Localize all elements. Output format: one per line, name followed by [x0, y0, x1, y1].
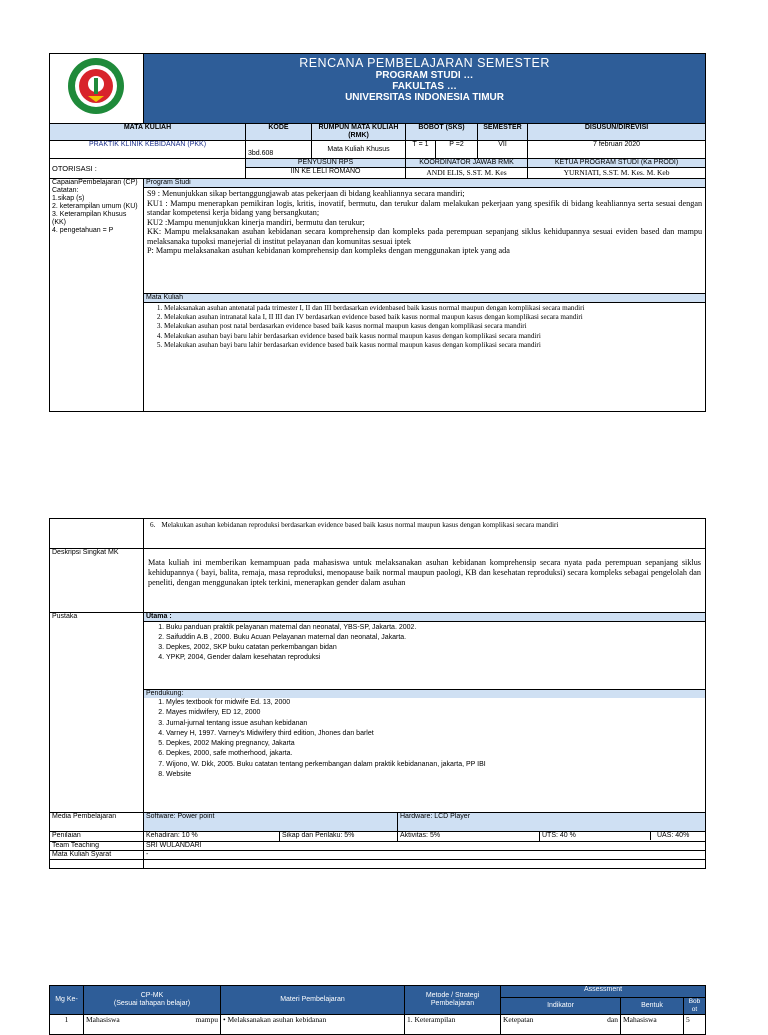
cp-mk-item: 1. Melaksanakan asuhan antenatal pada trimester I, II dan III berdasarkan evidenbased baik kasus normal maupun dengan komplikasi secara mandiri: [164, 304, 701, 313]
empty-cell: [144, 860, 706, 869]
rps-page-1: [49, 53, 705, 412]
utama-item: 4. YPKP, 2004, Gender dalam kesehatan reproduksi: [166, 654, 705, 662]
cp-prodi-cell: [144, 179, 706, 294]
pendukung-item: 3. Jurnal-jurnal tentang issue asuhan kebidanan: [166, 720, 705, 728]
penilaian-sikap: Sikap dan Perilaku: 5%: [280, 832, 398, 842]
bentuk-value: Mahasiswa: [621, 1015, 684, 1035]
metode-header: Metode / Strategi Pembelajaran: [405, 986, 501, 1015]
header-disusun: DISUSUN/DIREVISI: [528, 124, 706, 141]
pendukung-item: 1. Myles textbook for midwife Ed. 13, 2000: [166, 699, 705, 707]
university-name: UNIVERSITAS INDONESIA TIMUR: [345, 92, 504, 103]
pendukung-item: 5. Depkes, 2002 Making pregnancy, Jakarta: [166, 740, 705, 748]
metode-value: 1. Keterampilan: [405, 1015, 501, 1035]
utama-item: 1. Buku panduan praktik pelayanan maternal dan neonatal, YBS-SP, Jakarta. 2002.: [166, 624, 705, 632]
cp-mk-item: 5. Melakukan asuhan bayi baru lahir berdasarkan evidence based baik kasus normal maupun kasus dengan komplikasi secara mandiri: [164, 341, 701, 350]
header-bobot: BOBOT (SKS): [406, 124, 478, 141]
semester-value: VII: [478, 141, 528, 159]
rumpun-value: Mata Kuliah Khusus: [312, 141, 406, 159]
logo-cell: [50, 54, 144, 124]
penilaian-uas: UAS: 40%: [657, 832, 690, 839]
ketua-value: YURNIATI, S.ST. M. Kes. M. Keb: [528, 168, 706, 179]
cpmk-value: Mahasiswa mampu: [84, 1015, 221, 1035]
rps-page-3: [49, 985, 705, 1035]
utama-label: Utama :: [144, 613, 705, 622]
bentuk-header: Bentuk: [621, 998, 684, 1015]
mg-ke-header: Mg Ke-: [50, 986, 84, 1015]
koordinator-label: KOORDINATOR JAWAB RMK: [406, 159, 528, 168]
program-studi-line: PROGRAM STUDI …: [375, 70, 474, 81]
cp-prodi-item: KU1 : Mampu menerapkan pemikiran logis, kritis, inovatif, bermutu, dan terukur dalam melakukan pekerjaan yang spesifik di bidang keahliannya serta sesuai dengan standar kompetensi kerja bidang yang bersangkutan;: [147, 198, 703, 217]
cp-mk-item-6-cell: [144, 519, 706, 549]
bobot-p-value: P =2: [436, 141, 478, 159]
continuation-label-cell: [50, 519, 144, 549]
kode-value: 3bd.608: [246, 141, 312, 159]
media-label: Media Pembelajaran: [50, 813, 144, 832]
cp-mk-item: 3. Melakukan asuhan post natal berdasarkan evidence based baik kasus normal maupun kasus dengan komplikasi secara mandiri: [164, 322, 701, 331]
cpmk-header-title: CP-MK: [140, 992, 164, 999]
program-studi-label: Program Studi: [144, 179, 705, 188]
penilaian-kehadiran: Kehadiran: 10 %: [144, 832, 280, 842]
penilaian-label: Penilaian: [50, 832, 144, 842]
ketua-label: KETUA PROGRAM STUDI (Ka PRODI): [528, 159, 706, 168]
team-teaching-label: Team Teaching: [50, 842, 144, 851]
software-value: Software: Power point: [144, 813, 398, 832]
indikator-value: Ketepatan dan: [501, 1015, 621, 1035]
header-mata-kuliah: MATA KULIAH: [50, 124, 246, 141]
empty-cell: [50, 860, 144, 869]
catatan-note: 4. pengetahuan = P: [52, 227, 114, 234]
utama-item: 2. Saifuddin A.B , 2000. Buku Acuan Pelayanan maternal dan neonatal, Jakarta.: [166, 634, 705, 642]
pendukung-item: 8. Website: [166, 771, 705, 779]
pendukung-item: 7. Wijono, W. Dkk, 2005. Buku catatan tentang perkembangan dalam praktik kebidananan, jakarta, PP IBI: [166, 761, 705, 769]
indikator-header: Indikator: [501, 998, 621, 1015]
cp-prodi-item: KU2 :Mampu menunjukkan kinerja mandiri, bermutu dan terukur;: [147, 217, 365, 227]
cpmk-header-sub: (Sesuai tahapan belajar): [113, 1000, 191, 1007]
pendukung-item: 6. Depkes, 2000, safe motherhood, jakarta.: [166, 750, 705, 758]
header-kode: KODE: [246, 124, 312, 141]
bobot-header: Bob ot: [684, 998, 706, 1015]
pustaka-label: Pustaka: [50, 613, 144, 813]
penilaian-ujian-cell: [540, 832, 706, 842]
catatan-note: 1.sikap (s): [52, 195, 85, 202]
pendukung-label: Pendukung:: [144, 690, 705, 698]
header-semester: SEMESTER: [478, 124, 528, 141]
pendukung-item: 4. Varney H, 1997. Varney's Midwifery third edition, Jhones dan barlet: [166, 730, 705, 738]
catatan-note: 2. keterampilan umum (KU): [52, 203, 138, 210]
pustaka-cell: [144, 613, 706, 813]
materi-value: • Melaksanakan asuhan kebidanan: [221, 1015, 405, 1035]
disusun-value: 7 februari 2020: [528, 141, 706, 159]
deskripsi-text: Mata kuliah ini memberikan kemampuan pada mahasiswa untuk melaksanakan asuhan kebidanan komprehensip secara nyata pada perempuan sepanjang siklus kehidupannya ( bayi, balita, remaja, masa reproduksi, menopause baik normal maupun paologi, KB dan kesehatan reproduksi) secara kompleks sebagai pengelolah dan peneliti, dengan menggunakan iptek terkini, menerapkan gender dalam asuhan: [144, 549, 706, 613]
penilaian-aktivitas: Aktivitas: 5%: [398, 832, 540, 842]
hardware-value: Hardware: LCD Player: [398, 813, 706, 832]
cp-mk-item: 4. Melakukan asuhan bayi baru lahir berdasarkan evidence based baik kasus normal maupun kasus dengan komplikasi secara mandiri: [164, 332, 701, 341]
mata-kuliah-value: PRAKTIK KLINIK KEBIDANAN (PKK): [50, 141, 246, 159]
mata-kuliah-label: Mata Kuliah: [144, 294, 705, 303]
cp-label: CapaianPembelajaran (CP): [52, 179, 138, 186]
cpmk-header: [84, 986, 221, 1015]
document-title: RENCANA PEMBELAJARAN SEMESTER: [299, 56, 550, 70]
cp-label-cell: [50, 179, 144, 412]
koordinator-value: ANDI ELIS, S.ST. M. Kes: [406, 168, 528, 179]
cp-mk-cell: [144, 294, 706, 412]
cp-prodi-item: KK: Mampu melaksanakan asuhan kebidanan secara komprehensip dan kompleks pada perempuan sepanjang siklus kehidupannya sesuai eviden based dan mampu melaksanaka tupoksi manejerial di institut pelayanan dan komunitas sesuai iptek: [147, 227, 703, 246]
header-rmk: RUMPUN MATA KULIAH (RMK): [312, 124, 406, 141]
utama-item: 3. Depkes, 2002, SKP buku catatan perkembangan bidan: [166, 644, 705, 652]
assessment-header: Assessment: [501, 986, 706, 998]
bobot-t-value: T = 1: [406, 141, 436, 159]
team-teaching-value: SRI WULANDARI: [144, 842, 706, 851]
penyusun-value: IIN KE LELI ROMANO: [246, 168, 406, 179]
catatan-note: 3. Keterampilan Khusus (KK): [52, 211, 127, 226]
catatan-label: Catatan:: [52, 187, 79, 194]
bobot-value: 5: [684, 1015, 706, 1035]
document-header: [144, 54, 706, 124]
penilaian-uts: UTS: 40 %: [540, 832, 651, 840]
materi-header: Materi Pembelajaran: [221, 986, 405, 1015]
cp-prodi-item: P: Mampu melaksanakan asuhan kebidanan komprehensip dan kompleks dengan menggunakan iptek yang ada: [147, 246, 510, 255]
mk-syarat-value: -: [144, 851, 706, 860]
cp-mk-item-6: Melakukan asuhan kebidanan reproduksi berdasarkan evidence based baik kasus normal maupun kasus dengan komplikasi secara mandiri: [161, 521, 559, 529]
cp-prodi-item: S9 : Menunjukkan sikap bertanggungjawab atas pekerjaan di bidang keahliannya secara mandiri;: [147, 189, 465, 198]
mg-ke-value: 1: [50, 1015, 84, 1035]
cp-mk-item-6-number: 6.: [150, 521, 156, 529]
penyusun-label: PENYUSUN RPS: [246, 159, 406, 168]
university-logo-icon: [52, 56, 140, 116]
deskripsi-label: Deskripsi Singkat MK: [50, 549, 144, 613]
otorisasi-label: OTORISASI :: [50, 159, 246, 179]
rps-page-2: [49, 518, 705, 869]
pendukung-item: 2. Mayes midwifery, ED 12, 2000: [166, 709, 705, 717]
fakultas-line: FAKULTAS …: [392, 81, 457, 92]
cp-mk-item: 2. Melakukan asuhan intranatal kala I, II III dan IV berdasarkan evidence based baik kasus normal maupun kasus dengan komplikasi secara mandiri: [164, 313, 701, 322]
mk-syarat-label: Mata Kuliah Syarat: [50, 851, 144, 860]
